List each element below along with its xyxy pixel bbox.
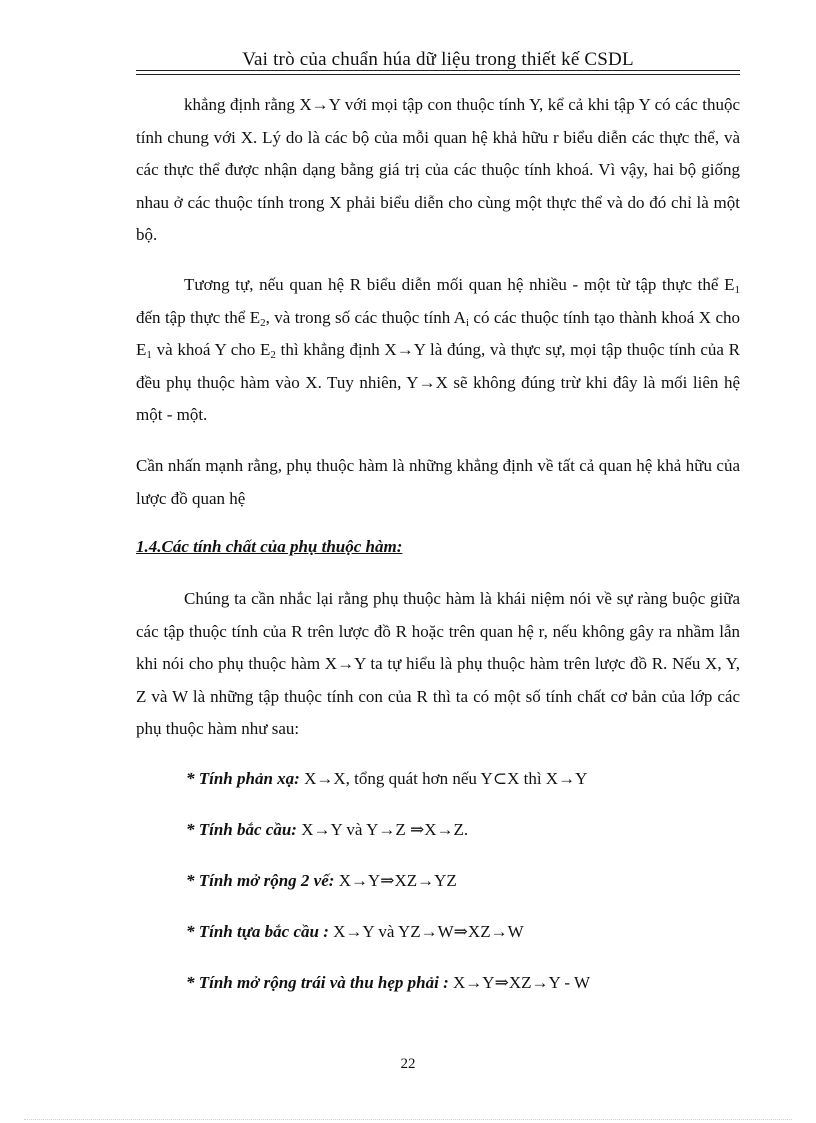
header-rule-thick (136, 70, 740, 71)
p2-text-2: đến tập thực thể E (136, 307, 261, 327)
property-augmentation (186, 869, 746, 893)
p2-text-6: thì khẳng định X→Y là đúng, và thực sự, mọi tập thuộc tính của R đều phụ thuộc hàm vào X. Tuy nhiên, Y→X sẽ không đúng trừ khi đây là mối liên hệ một - một. (136, 340, 740, 425)
property-formula: X→X, tổng quát hơn nếu Y⊂X thì X→Y (299, 769, 588, 788)
p2-text-5: và khoá Y cho E (151, 340, 271, 360)
p2-subscript-3: i (465, 316, 470, 329)
property-name: * Tính phản xạ: (186, 769, 300, 788)
property-name: * Tính bắc cầu: (186, 820, 297, 839)
property-formula: X→Y⇒XZ→YZ (334, 871, 457, 890)
p2-text-4: có các thuộc tính tạo thành khoá X cho E (136, 307, 740, 360)
p2-subscript-1: 1 (734, 284, 740, 296)
p2-text-1: Tương tự, nếu quan hệ R biểu diễn mối quan hệ nhiều - một từ tập thực thể E (184, 275, 735, 294)
property-formula: X→Y⇒XZ→Y - W (448, 973, 591, 992)
header-rule-thin (136, 74, 740, 75)
property-name: * Tính mở rộng trái và thu hẹp phải : (186, 973, 449, 992)
property-formula: X→Y và Y→Z ⇒X→Z. (296, 820, 469, 839)
page-bottom-border (24, 1119, 792, 1120)
property-name: * Tính mở rộng 2 vế: (186, 871, 335, 890)
section-heading: 1.4.Các tính chất của phụ thuộc hàm: (136, 537, 403, 556)
property-name: * Tính tựa bắc cầu : (186, 922, 329, 941)
running-header-title: Vai trò của chuẩn húa dữ liệu trong thiết kế CSDL (242, 49, 634, 70)
p2-text-3: , và trong số các thuộc tính A (265, 307, 466, 327)
paragraph-key-assertion: khẳng định rằng X→Y với mọi tập con thuộc tính Y, kể cả khi tập Y có các thuộc tính chung với X. Lý do là các bộ của mỗi quan hệ khả hữu r biểu diễn các thực thể, và các thực thể được nhận dạng bằng giá trị của các thuộc tính khoá. Vì vậy, hai bộ giống nhau ở các thuộc tính trong X phải biểu diễn cho cùng một thực thể và do đó chỉ là một bộ. (136, 95, 740, 245)
p2-subscript-4: 1 (146, 349, 152, 362)
p2-subscript-2: 2 (260, 316, 266, 329)
page-number: 22 (400, 1056, 416, 1072)
property-pseudo-transitive (186, 920, 746, 944)
property-formula: X→Y và YZ→W⇒XZ→W (328, 922, 524, 941)
property-reflexive (186, 767, 746, 791)
p2-subscript-5: 2 (270, 349, 276, 362)
paragraph-emphasis: Cần nhấn mạnh rằng, phụ thuộc hàm là những khẳng định về tất cả quan hệ khả hữu của lược đồ quan hệ (136, 456, 740, 508)
property-left-augment-right-reduce (186, 971, 746, 995)
paragraph-many-to-one (136, 269, 740, 432)
paragraph-properties-intro: Chúng ta cần nhắc lại rằng phụ thuộc hàm là khái niệm nói về sự ràng buộc giữa các tập thuộc tính của R trên lược đồ R hoặc trên quan hệ r, nếu không gây ra nhầm lẫn khi nói cho phụ thuộc hàm X→Y ta tự hiểu là phụ thuộc hàm trên lược đồ R. Nếu X, Y, Z và W là những tập thuộc tính con của R thì ta có một số tính chất cơ bản của lớp các phụ thuộc hàm như sau: (136, 589, 740, 739)
property-transitive (186, 818, 746, 842)
